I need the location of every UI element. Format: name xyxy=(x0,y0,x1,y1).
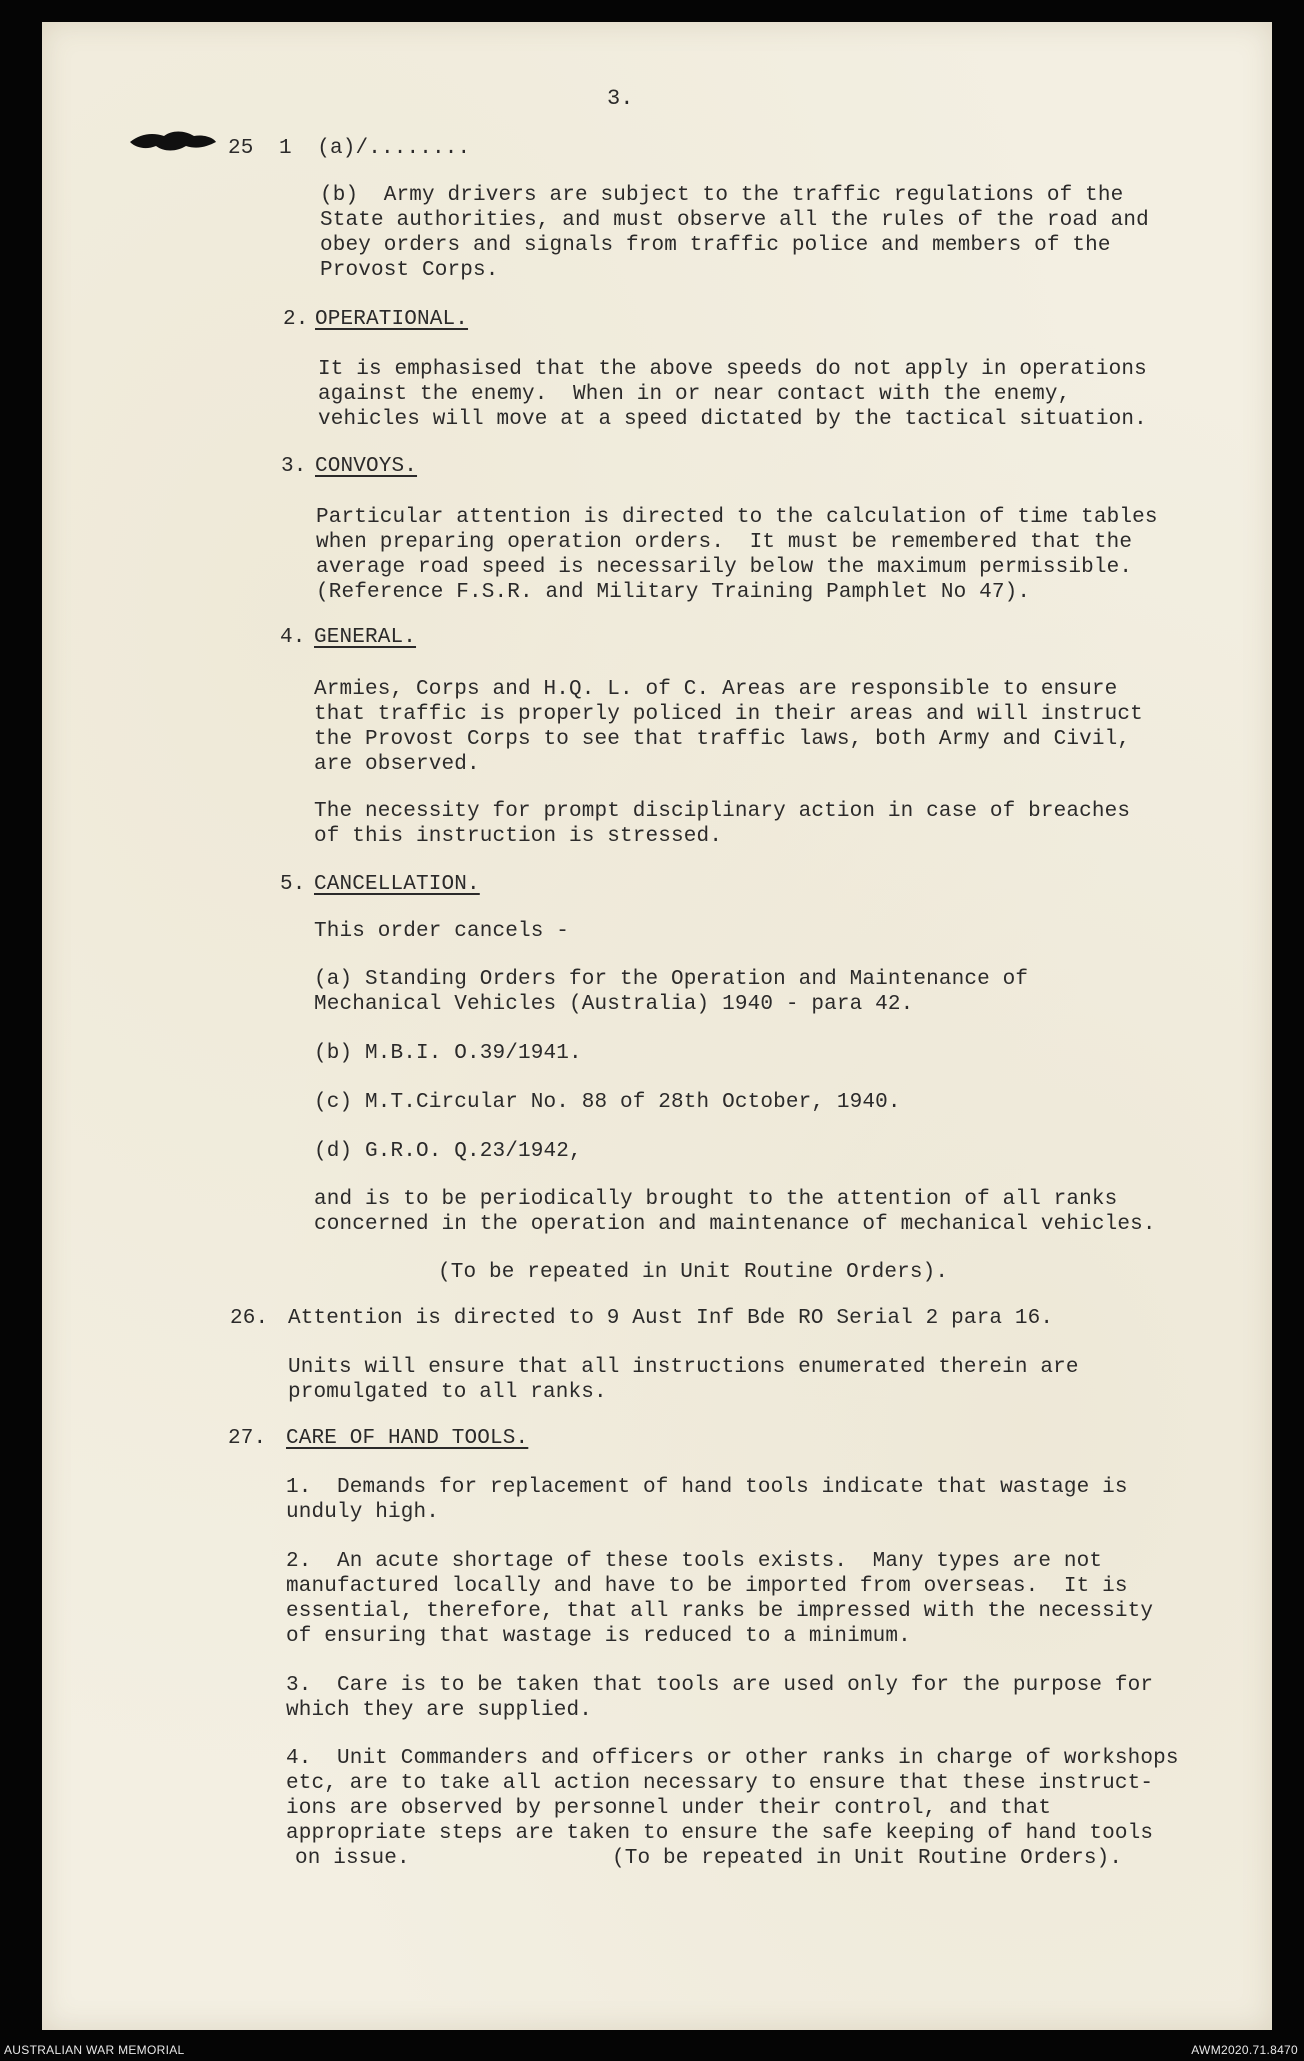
para-1b-line-3: obey orders and signals from traffic police and members of the xyxy=(320,234,1111,257)
item-27-p4-line-2: etc, are to take all action necessary to ensure that these instruct- xyxy=(286,1772,1154,1795)
item-27-p2-line-1: 2. An acute shortage of these tools exists. Many types are not xyxy=(286,1550,1103,1573)
item-27-p1-line-2: unduly high. xyxy=(286,1501,440,1524)
item-27-heading: CARE OF HAND TOOLS. xyxy=(286,1427,529,1450)
section-5-closing-line-2: concerned in the operation and maintenance of mechanical vehicles. xyxy=(314,1213,1156,1236)
item-27-p4-line-4: appropriate steps are taken to ensure the safe keeping of hand tools xyxy=(286,1822,1154,1845)
item-27-number: 27. xyxy=(228,1427,267,1450)
footer-reference: AWM2020.71.8470 xyxy=(1191,2043,1298,2057)
ink-blot-mark xyxy=(128,128,218,154)
cancel-item-a-line-2: Mechanical Vehicles (Australia) 1940 - para 42. xyxy=(314,993,914,1016)
footer-source: AUSTRALIAN WAR MEMORIAL xyxy=(4,2043,185,2057)
para-1b-line-1: (b) Army drivers are subject to the traffic regulations of the xyxy=(320,184,1124,207)
section-5-closing-line-1: and is to be periodically brought to the attention of all ranks xyxy=(314,1188,1118,1211)
item-27-p4-line-1: 4. Unit Commanders and officers or other ranks in charge of workshops xyxy=(286,1747,1179,1770)
section-3-line-3: average road speed is necessarily below the maximum permissible. xyxy=(316,556,1133,579)
section-2-heading: OPERATIONAL. xyxy=(315,308,469,331)
section-3-number: 3. xyxy=(281,455,307,478)
document-page xyxy=(42,22,1272,2030)
cancel-item-b: (b) M.B.I. O.39/1941. xyxy=(314,1042,582,1065)
section-4-line-4: are observed. xyxy=(314,753,480,776)
repeat-note-2: (To be repeated in Unit Routine Orders). xyxy=(612,1847,1123,1870)
cancel-item-c: (c) M.T.Circular No. 88 of 28th October, 1940. xyxy=(314,1091,901,1114)
header-reference: 25 1 (a)/........ xyxy=(228,137,471,160)
para-1b-line-2: State authorities, and must observe all the rules of the road and xyxy=(320,209,1149,232)
section-4-number: 4. xyxy=(280,626,306,649)
section-4-line-3: the Provost Corps to see that traffic laws, both Army and Civil, xyxy=(314,728,1131,751)
item-27-p1-line-1: 1. Demands for replacement of hand tools indicate that wastage is xyxy=(286,1476,1128,1499)
section-3-line-4: (Reference F.S.R. and Military Training Pamphlet No 47). xyxy=(316,581,1031,604)
item-27-p2-line-4: of ensuring that wastage is reduced to a minimum. xyxy=(286,1625,911,1648)
cancel-item-a-line-1: (a) Standing Orders for the Operation and Maintenance of xyxy=(314,968,1029,991)
item-27-p2-line-3: essential, therefore, that all ranks be impressed with the necessity xyxy=(286,1600,1154,1623)
section-5-intro: This order cancels - xyxy=(314,920,570,943)
section-2-line-3: vehicles will move at a speed dictated by the tactical situation. xyxy=(318,408,1147,431)
item-27-p3-line-2: which they are supplied. xyxy=(286,1699,593,1722)
item-27-p3-line-1: 3. Care is to be taken that tools are used only for the purpose for xyxy=(286,1674,1154,1697)
cancel-item-d: (d) G.R.O. Q.23/1942, xyxy=(314,1140,582,1163)
section-3-line-1: Particular attention is directed to the calculation of time tables xyxy=(316,506,1158,529)
section-5-number: 5. xyxy=(280,873,306,896)
item-27-p2-line-2: manufactured locally and have to be imported from overseas. It is xyxy=(286,1575,1128,1598)
section-4-line-2: that traffic is properly policed in their areas and will instruct xyxy=(314,703,1143,726)
item-26-number: 26. xyxy=(230,1307,269,1330)
repeat-note-1: (To be repeated in Unit Routine Orders). xyxy=(438,1261,949,1284)
section-3-heading: CONVOYS. xyxy=(315,455,418,478)
page-number: 3. xyxy=(607,86,634,111)
section-4-p2-line-2: of this instruction is stressed. xyxy=(314,825,723,848)
section-4-heading: GENERAL. xyxy=(314,626,417,649)
section-5-heading: CANCELLATION. xyxy=(314,873,480,896)
section-4-line-1: Armies, Corps and H.Q. L. of C. Areas are responsible to ensure xyxy=(314,678,1118,701)
para-1b-line-4: Provost Corps. xyxy=(320,259,499,282)
section-3-line-2: when preparing operation orders. It must be remembered that the xyxy=(316,531,1133,554)
item-27-p4-last: on issue. xyxy=(295,1847,410,1870)
item-26-body-line-2: promulgated to all ranks. xyxy=(288,1381,607,1404)
section-2-number: 2. xyxy=(283,308,309,331)
item-27-p4-line-3: ions are observed by personnel under their control, and that xyxy=(286,1797,1052,1820)
section-2-line-2: against the enemy. When in or near contact with the enemy, xyxy=(318,383,1071,406)
section-2-line-1: It is emphasised that the above speeds do not apply in operations xyxy=(318,358,1147,381)
item-26-line-1: Attention is directed to 9 Aust Inf Bde RO Serial 2 para 16. xyxy=(288,1307,1054,1330)
section-4-p2-line-1: The necessity for prompt disciplinary action in case of breaches xyxy=(314,800,1131,823)
item-26-body-line-1: Units will ensure that all instructions enumerated therein are xyxy=(288,1356,1079,1379)
